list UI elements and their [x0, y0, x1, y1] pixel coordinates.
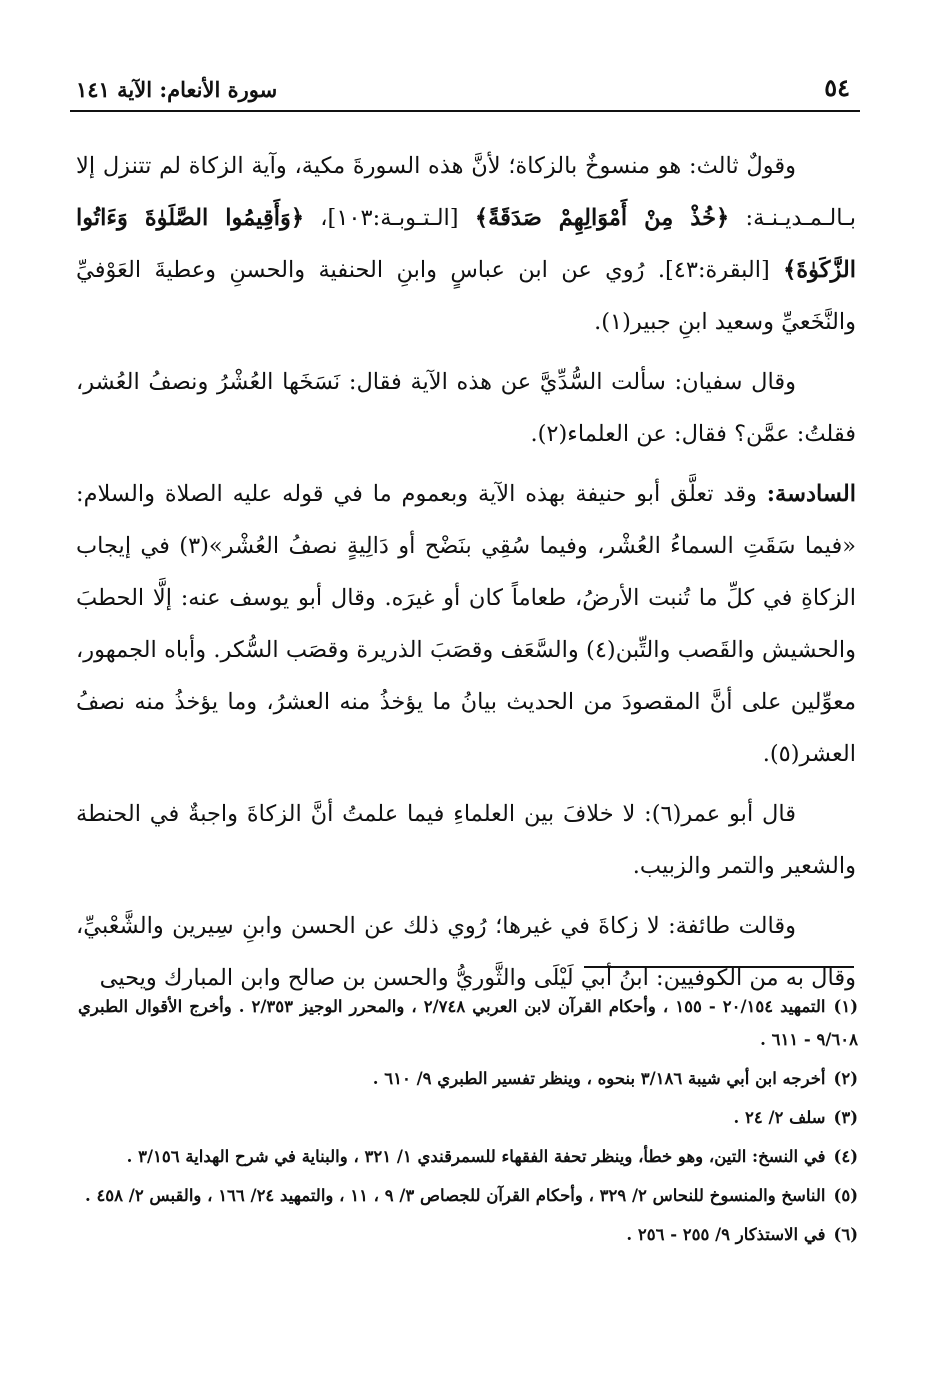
page-header	[70, 70, 860, 112]
footnotes	[78, 990, 858, 1257]
footnote	[78, 1140, 858, 1173]
footnote-text: في النسخ: التين، وهو خطأ، وينظر تحفة الفقهاء للسمرقندي ١/ ٣٢١ ، والبناية في شرح الهداية ٣/١٥٦ .	[126, 1147, 826, 1166]
paragraph-text: [البقرة:٤٣]. رُوي عن ابن عباسٍ وابنِ الحنفية والحسنِ وعطيةَ العَوْفيِّ والنَّخَعيِّ وسعيد ابنِ جبير(١).	[76, 257, 856, 335]
quran-verse: ﴿وَأَقِيمُوا الصَّلَوٰةَ وَءَاتُوا الزَّكَوٰةَ﴾	[76, 205, 856, 283]
footnote-text: أخرجه ابن أبي شيبة ٣/١٨٦ بنحوه ، وينظر تفسير الطبري ٩/ ٦١٠ .	[372, 1069, 826, 1088]
footnote-number: (٤)	[833, 1147, 858, 1166]
quran-verse: ﴿خُذْ مِنْ أَمْوَالِهِمْ صَدَقَةً﴾	[474, 205, 730, 231]
paragraph-text: قال أبو عمر(٦): لا خلافَ بين العلماءِ فيما علمتُ أنَّ الزكاةَ واجبةٌ في الحنطة والشعير والتمر والزبيب.	[76, 801, 856, 879]
paragraph-text: وقد تعلَّق أبو حنيفة بهذه الآية وبعموم ما في قوله عليه الصلاة والسلام: «فيما سَقَتِ السماءُ العُشْر، وفيما سُقِي بنَضْح أو دَالِيةٍ نصفُ العُشْر»(٣) في إيجاب الزكاةِ في كلِّ ما تُنبت الأرضُ، طعاماً كان أو غيرَه. وقال أبو يوسف عنه: إلَّا الحطبَ والحشيش والقَصب والتِّبن(٤) والسَّعَف وقصَبَ الذريرة وقصَب السُّكر. وأباه الجمهور، معوِّلين على أنَّ المقصودَ من الحديث بيانُ ما يؤخذُ منه العشرُ، وما يؤخذُ منه نصفُ العشر(٥).	[76, 481, 857, 767]
section-keyword: السادسة:	[766, 481, 856, 507]
footnote	[78, 1062, 858, 1095]
paragraph	[76, 356, 856, 460]
footnote-text: سلف ٢/ ٢٤ .	[733, 1108, 826, 1127]
footnote	[78, 1101, 858, 1134]
footnote-number: (٣)	[833, 1108, 858, 1127]
footnote-number: (٥)	[833, 1186, 858, 1205]
footnote-text: في الاستذكار ٩/ ٢٥٥ - ٢٥٦ .	[626, 1225, 826, 1244]
footnote-number: (٢)	[833, 1069, 858, 1088]
footnote	[78, 1179, 858, 1212]
footnote-separator	[584, 966, 854, 968]
main-text	[76, 140, 856, 1012]
paragraph	[76, 468, 856, 780]
footnote-number: (٦)	[833, 1225, 858, 1244]
footnote	[78, 990, 858, 1056]
footnote-text: التمهيد ٢٠/١٥٤ - ١٥٥ ، وأحكام القرآن لابن العربي ٢/٧٤٨ ، والمحرر الوجيز ٢/٣٥٣ . وأخرج الأقوال الطبري ٩/٦٠٨ - ٦١١ .	[78, 997, 858, 1049]
footnote-text: الناسخ والمنسوخ للنحاس ٢/ ٣٢٩ ، وأحكام القرآن للجصاص ٣/ ٩ ، ١١ ، والتمهيد ٢٤/ ١٦٦ ، والقبس ٢/ ٤٥٨ .	[84, 1186, 826, 1205]
paragraph	[76, 900, 856, 1004]
paragraph	[76, 788, 856, 892]
running-title: سورة الأنعام: الآية ١٤١	[76, 77, 278, 102]
paragraph	[76, 140, 856, 348]
verse-reference: [الـتـوبـة:١٠٣]،	[304, 205, 475, 231]
footnote-number: (١)	[833, 997, 858, 1016]
paragraph-text: وقال سفيان: سألت السُّدِّيَّ عن هذه الآية فقال: نَسَخَها العُشْرُ ونصفُ العُشر، فقلتُ: عمَّن؟ فقال: عن العلماء(٢).	[76, 369, 856, 447]
page-number: ٥٤	[824, 73, 850, 102]
paragraph-text: وقولٌ ثالث: هو منسوخٌ بالزكاة؛ لأنَّ هذه السورةَ مكية، وآية الزكاة لم تتنزل إلا بـالـمـديـنـة:	[76, 153, 856, 231]
paragraph-text: وقالت طائفة: لا زكاةَ في غيرها؛ رُوي ذلك عن الحسن وابنِ سِيرين والشَّعْبيِّ، وقال به من الكوفيين: ابنُ أبي لَيْلَى والثَّوريُّ والحسن بن صالح وابن المبارك ويحيى	[76, 913, 856, 991]
footnote	[78, 1218, 858, 1251]
